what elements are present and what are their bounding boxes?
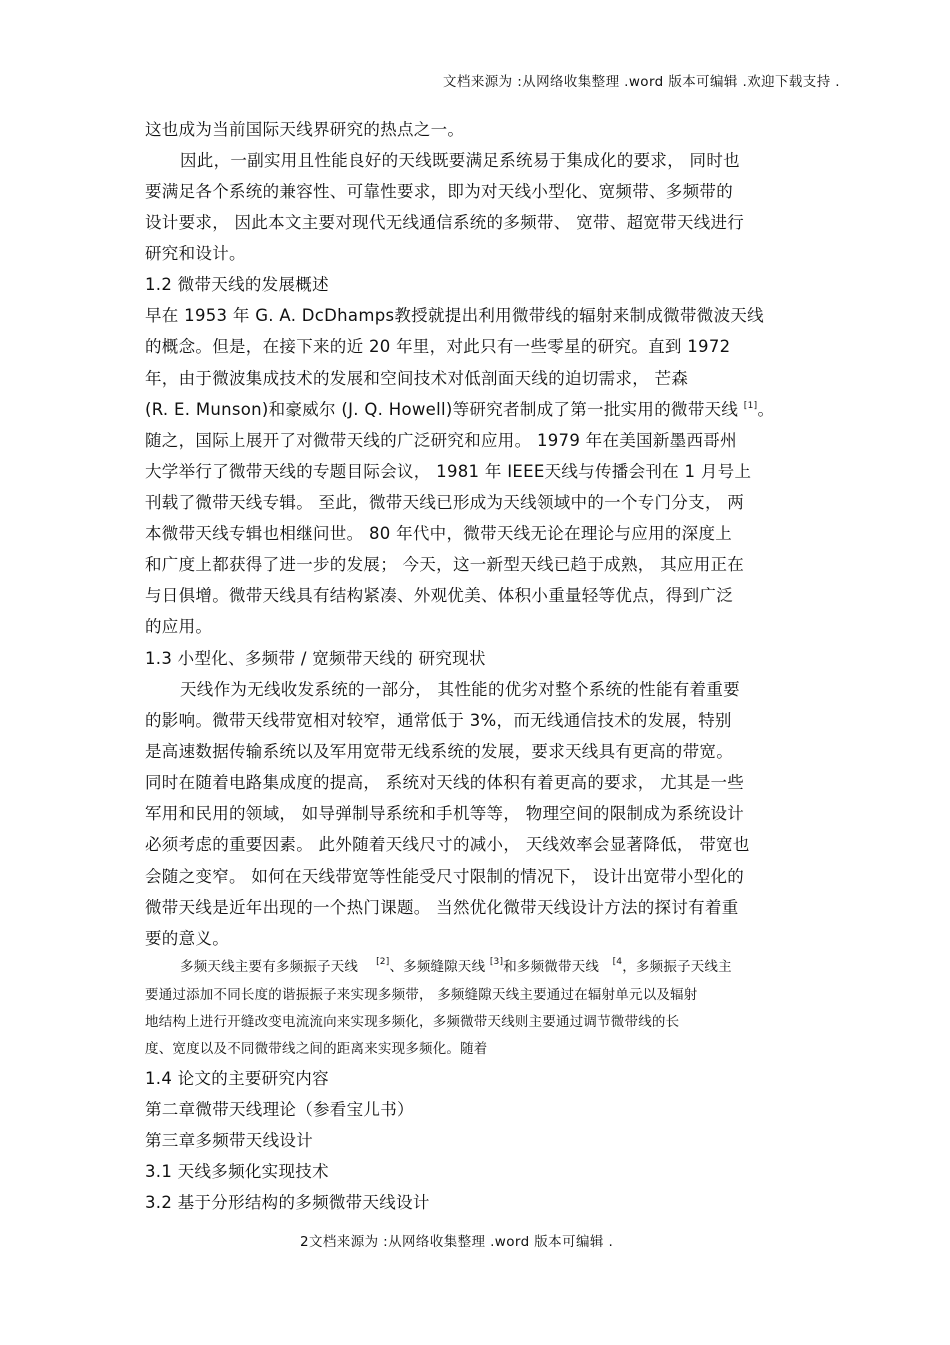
- citation-ref: [2]: [376, 957, 390, 967]
- body-line: 的应用。: [145, 617, 213, 636]
- body-line: 必须考虑的重要因素。 此外随着天线尺寸的减小， 天线效率会显著降低， 带宽也: [145, 835, 750, 854]
- page-header: 文档来源为 :从网络收集整理 .word 版本可编辑 .欢迎下载支持 .: [443, 74, 840, 90]
- body-line: [145, 399, 774, 421]
- small-text: 多频天线主要有多频振子天线: [180, 959, 359, 975]
- body-line: 微带天线是近年出现的一个热门课题。 当然优化微带天线设计方法的探讨有着重: [145, 898, 739, 917]
- section-heading: 1.4 论文的主要研究内容: [145, 1069, 329, 1088]
- chapter-line: 第二章微带天线理论（参看宝儿书）: [145, 1100, 414, 1119]
- body-line: 的影响。微带天线带宽相对较窄，通常低于 3%，而无线通信技术的发展，特别: [145, 711, 732, 730]
- body-line: 随之，国际上展开了对微带天线的广泛研究和应用。 1979 年在美国新墨西哥州: [145, 431, 737, 450]
- body-line: 和广度上都获得了进一步的发展； 今天，这一新型天线已趋于成熟， 其应用正在: [145, 555, 745, 574]
- body-line: 设计要求， 因此本文主要对现代无线通信系统的多频带、 宽带、超宽带天线进行: [145, 213, 745, 232]
- body-line: 刊载了微带天线专辑。 至此，微带天线已形成为天线领域中的一个专门分支， 两: [145, 493, 745, 512]
- body-line: 要满足各个系统的兼容性、可靠性要求，即为对天线小型化、宽频带、多频带的: [145, 182, 733, 201]
- body-line: 同时在随着电路集成度的提高， 系统对天线的体积有着更高的要求， 尤其是一些: [145, 773, 745, 792]
- small-line: 地结构上进行开缝改变电流流向来实现多频化，多频微带天线则主要通过调节微带线的长: [145, 1014, 680, 1030]
- section-heading: 1.3 小型化、多频带 / 宽频带天线的 研究现状: [145, 649, 486, 668]
- body-line: 本微带天线专辑也相继问世。 80 年代中，微带天线无论在理论与应用的深度上: [145, 524, 733, 543]
- body-text: 。: [757, 400, 775, 419]
- small-text: 、多频缝隙天线: [389, 959, 486, 975]
- body-line: 天线作为无线收发系统的一部分， 其性能的优劣对整个系统的性能有着重要: [180, 680, 740, 699]
- body-line: 军用和民用的领域， 如导弹制导系统和手机等等， 物理空间的限制成为系统设计: [145, 804, 745, 823]
- small-text: 和多频微带天线: [503, 959, 600, 975]
- section-heading: 3.1 天线多频化实现技术: [145, 1162, 329, 1181]
- citation-ref: [3]: [489, 957, 504, 967]
- body-line: 这也成为当前国际天线界研究的热点之一。: [145, 120, 465, 139]
- body-line: 年，由于微波集成技术的发展和空间技术对低剖面天线的迫切需求， 芒森: [145, 369, 689, 388]
- body-text: (R. E. Munson)和豪威尔 (J. Q. Howell)等研究者制成了第一批实用的微带天线: [145, 400, 739, 419]
- section-heading: 3.2 基于分形结构的多频微带天线设计: [145, 1193, 430, 1212]
- body-line: 因此，一副实用且性能良好的天线既要满足系统易于集成化的要求， 同时也: [180, 151, 740, 170]
- body-line: 会随之变窄。 如何在天线带宽等性能受尺寸限制的情况下， 设计出宽带小型化的: [145, 867, 745, 886]
- citation-ref: [4: [612, 957, 623, 967]
- body-line: 要的意义。: [145, 929, 229, 948]
- body-line: 的概念。但是，在接下来的近 20 年里，对此只有一些零星的研究。直到 1972: [145, 337, 731, 356]
- citation-ref: [1]: [743, 401, 758, 411]
- chapter-line: 第三章多频带天线设计: [145, 1131, 313, 1150]
- page-footer: 2文档来源为 :从网络收集整理 .word 版本可编辑 .: [300, 1234, 614, 1250]
- body-line: 大学举行了微带天线的专题目际会议， 1981 年 IEEE天线与传播会刊在 1 月号上: [145, 462, 752, 481]
- body-line: 研究和设计。: [145, 244, 246, 263]
- body-line: 与日俱增。微带天线具有结构紧凑、外观优美、体积小重量轻等优点，得到广泛: [145, 586, 733, 605]
- small-line: 要通过添加不同长度的谐振振子来实现多频带， 多频缝隙天线主要通过在辐射单元以及辐射: [145, 987, 698, 1003]
- small-line: 度、宽度以及不同微带线之间的距离来实现多频化。随着: [145, 1041, 488, 1057]
- small-line: [180, 958, 732, 976]
- body-line: 是高速数据传输系统以及军用宽带无线系统的发展，要求天线具有更高的带宽。: [145, 742, 733, 761]
- body-line: 早在 1953 年 G. A. DcDhamps教授就提出利用微带线的辐射来制成微带微波天线: [145, 306, 764, 325]
- section-heading: 1.2 微带天线的发展概述: [145, 275, 329, 294]
- small-text: ，多频振子天线主: [622, 959, 732, 975]
